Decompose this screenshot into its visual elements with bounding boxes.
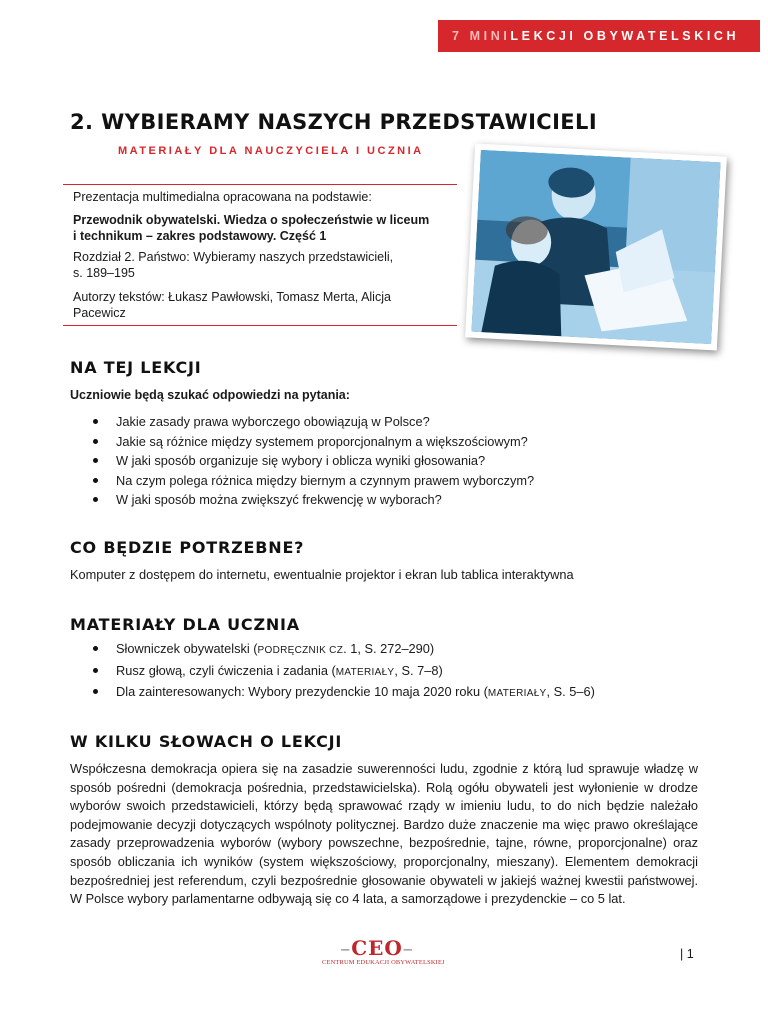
list-item	[70, 661, 595, 683]
material-ref: MATERIAŁY	[487, 688, 547, 699]
ceo-logo: –CEO– CENTRUM EDUKACJI OBYWATELSKIEJ	[322, 936, 445, 966]
summary-text: Współczesna demokracja opiera się na zasadzie suwerenności ludu, zgodnie z którą lud sprawuje władzę w sposób pośredni (demokracja pośrednia, przedstawicielska). Rolą ogółu obywateli jest wyłonienie w drodze wyborów swoich przedstawicieli, którzy będą sprawować rządy w imieniu ludu, to do nich będzie należało podejmowanie decyzji dotyczących wspólnoty politycznej. Bardzo duże znaczenie ma więc prawo określające zasady przeprowadzenia wyborów (wybory powszechne, bezpośrednie, tajne, równe, proporcjonalne) oraz sposób obliczania ich wyników (system większościowy, proporcjonalny, mieszany). Elementem demokracji bezpośredniej jest referendum, czyli bezpośrednie głosowanie obywateli w jakiejś ważnej kwestii państwowej. W Polsce wybory parlamentarne odbywają się co 4 lata, a samorządowe i prezydenckie – co 5 lat.	[70, 761, 698, 907]
bullet-icon	[93, 478, 98, 483]
list-item	[70, 451, 534, 471]
list-item	[70, 412, 534, 432]
question-text: Jakie są różnice między systemem proporcjonalnym a większościowym?	[116, 433, 528, 449]
question-text: Na czym polega różnica między biernym a czynnym prawem wyborczym?	[116, 472, 535, 488]
list-item	[70, 682, 595, 704]
page-number: | 1	[680, 947, 694, 961]
material-ref: PODRĘCZNIK CZ	[257, 645, 344, 656]
section-heading-lesson: NA TEJ LEKCJI	[70, 358, 202, 377]
page-title: 2. WYBIERAMY NASZYCH PRZEDSTAWICIELI	[70, 110, 598, 134]
material-text: Rusz głową, czyli ćwiczenia i zadania (	[116, 662, 336, 678]
students-photo	[465, 144, 727, 351]
list-item	[70, 432, 534, 452]
source-authors-line2: Pacewicz	[73, 306, 126, 320]
logo-caption: CENTRUM EDUKACJI OBYWATELSKIEJ	[322, 959, 445, 966]
material-pages: , S. 5–6)	[546, 684, 595, 699]
bullet-icon	[93, 689, 98, 694]
material-pages: , S. 7–8)	[394, 662, 443, 678]
banner-mini: MINI	[469, 29, 511, 43]
materials-list	[70, 639, 595, 704]
material-text: Słowniczek obywatelski (	[116, 641, 258, 656]
needs-text: Komputer z dostępem do internetu, ewentualnie projektor i ekran lub tablica interaktywna	[70, 567, 574, 582]
list-item	[70, 639, 595, 661]
bullet-icon	[93, 419, 98, 424]
bullet-icon	[93, 668, 98, 673]
section-heading-materials: MATERIAŁY DLA UCZNIA	[70, 615, 300, 634]
question-text: W jaki sposób można zwiększyć frekwencję w wyborach?	[116, 492, 442, 507]
students-photo-image	[471, 150, 720, 344]
page-subtitle: MATERIAŁY DLA NAUCZYCIELA I UCZNIA	[118, 145, 424, 157]
source-info-box	[63, 184, 457, 326]
source-chapter-line1: Rozdział 2. Państwo: Wybieramy naszych przedstawicieli,	[73, 250, 394, 264]
questions-list	[70, 412, 534, 510]
source-chapter-line2: s. 189–195	[73, 266, 135, 280]
banner-number: 7	[452, 29, 470, 43]
logo-text: CEO	[351, 936, 403, 960]
material-ref: MATERIAŁY	[335, 666, 395, 678]
source-authors-line1: Autorzy tekstów: Łukasz Pawłowski, Tomasz Merta, Alicja	[73, 290, 391, 304]
material-text: Dla zainteresowanych: Wybory prezydenckie 10 maja 2020 roku (	[116, 684, 488, 699]
source-book-line2: i technikum – zakres podstawowy. Część 1	[73, 229, 327, 243]
question-text: Jakie zasady prawa wyborczego obowiązują w Polsce?	[116, 414, 430, 429]
section-heading-needs: CO BĘDZIE POTRZEBNE?	[70, 538, 305, 557]
question-text: W jaki sposób organizuje się wybory i oblicza wyniki głosowania?	[116, 453, 486, 468]
list-item	[70, 490, 534, 510]
bullet-icon	[93, 439, 98, 444]
bullet-icon	[93, 497, 98, 502]
banner-rest: LEKCJI OBYWATELSKICH	[510, 29, 740, 43]
list-item	[70, 471, 534, 491]
source-book-line1: Przewodnik obywatelski. Wiedza o społeczeństwie w liceum	[73, 213, 430, 227]
bullet-icon	[93, 646, 98, 651]
material-pages: . 1, S. 272–290)	[343, 641, 435, 656]
series-banner	[438, 20, 760, 52]
bullet-icon	[93, 458, 98, 463]
section-heading-summary: W KILKU SŁOWACH O LEKCJI	[70, 732, 343, 751]
lesson-lead: Uczniowie będą szukać odpowiedzi na pytania:	[70, 388, 350, 402]
source-intro: Prezentacja multimedialna opracowana na podstawie:	[73, 190, 372, 204]
